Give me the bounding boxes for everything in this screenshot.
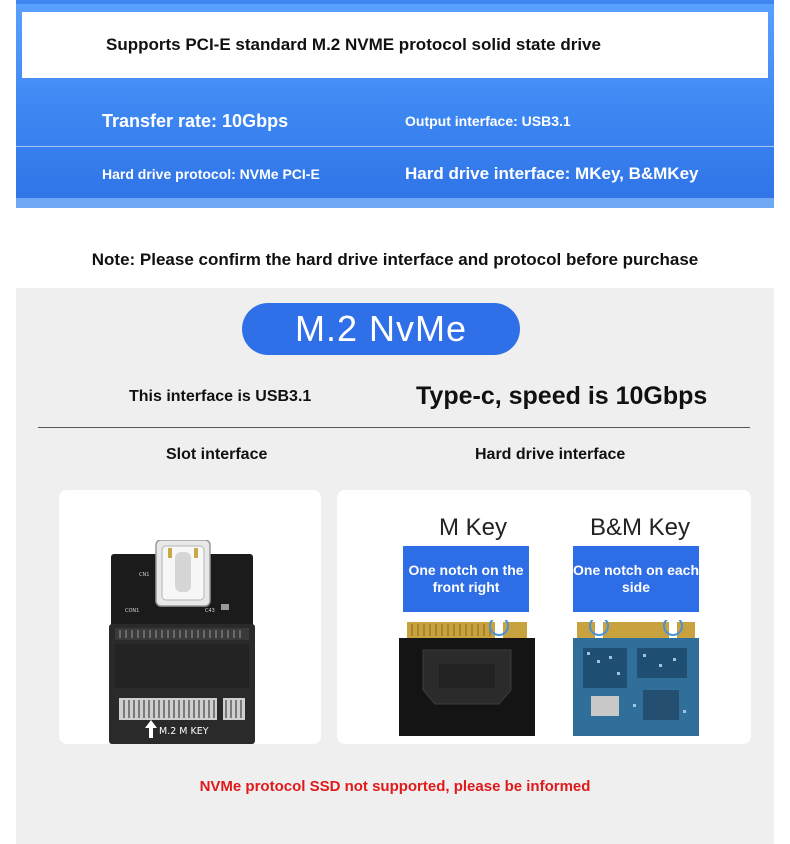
transfer-rate: Transfer rate: 10Gbps xyxy=(102,110,289,131)
m-key-ssd-image xyxy=(399,620,535,736)
section-divider xyxy=(38,427,750,428)
usb-interface-text: This interface is USB3.1 xyxy=(129,388,312,405)
drive-interface-card xyxy=(337,490,751,744)
nvme-badge: M.2 NvMe xyxy=(242,303,520,355)
slot-interface-card xyxy=(59,490,321,744)
m-key-title: M Key xyxy=(439,514,508,541)
board-label-con1: CON1 xyxy=(125,608,140,614)
unsupported-warning: NVMe protocol SSD not supported, please be informed xyxy=(199,778,591,795)
spec-banner xyxy=(16,0,774,208)
typec-speed-text: Type-c, speed is 10Gbps xyxy=(416,382,708,410)
m2-slot-board-image xyxy=(109,540,255,744)
spec-row-2 xyxy=(16,146,774,200)
bm-key-ssd-image xyxy=(573,620,699,736)
bm-key-notch-note: One notch on each side xyxy=(573,546,699,612)
spec-row-1 xyxy=(16,94,774,148)
slot-interface-heading: Slot interface xyxy=(166,446,268,463)
board-label-c43: C43 xyxy=(205,608,215,614)
drive-interface-heading: Hard drive interface xyxy=(475,446,626,463)
board-label-cn1: CN1 xyxy=(139,572,150,578)
banner-footer-strip xyxy=(16,198,774,208)
bm-key-title: B&M Key xyxy=(590,514,691,541)
m-key-notch-note: One notch on the front right xyxy=(403,546,529,612)
output-interface: Output interface: USB3.1 xyxy=(405,113,571,129)
board-label-mkey: M.2 M KEY xyxy=(159,726,209,737)
drive-interface: Hard drive interface: MKey, B&MKey xyxy=(405,164,699,183)
purchase-note: Note: Please confirm the hard drive interface and protocol before purchase xyxy=(16,232,774,288)
drive-protocol: Hard drive protocol: NVMe PCI-E xyxy=(102,166,320,182)
interface-panel xyxy=(16,232,774,844)
spec-headline: Supports PCI-E standard M.2 NVME protocol solid state drive xyxy=(22,12,768,78)
